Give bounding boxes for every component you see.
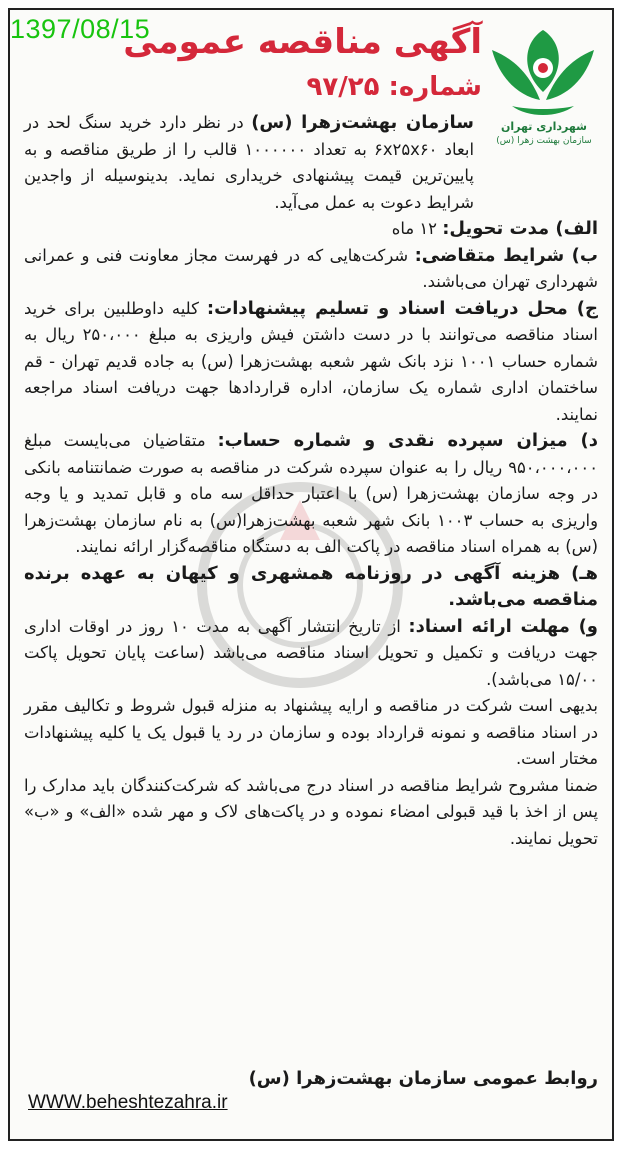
section-vav <box>24 614 598 694</box>
section-alef <box>24 216 598 243</box>
section-vav-text: از تاریخ انتشار آگهی به مدت ۱۰ روز در اوقات اداری جهت دریافت و تکمیل و تحویل اسناد مناقصه می‌باشد (ساعت پایان تحویل پاکت ۱۵/۰۰ می‌باشد). <box>24 616 598 689</box>
section-be <box>24 243 598 296</box>
section-dal-text: متقاضیان می‌بایست مبلغ ۹۵۰،۰۰۰،۰۰۰ ریال را به عنوان سپرده شرکت در مناقصه به صورت ضمانتنامه بانکی در وجه سازمان بهشت‌زهرا (س) با اعتبار حداقل سه ماه و قابل تمدید و یا وجه واریزی به حساب ۱۰۰۳ بانک شهر شعبه بهشت‌زهرا(س) به نام سازمان بهشت‌زهرا (س) به همراه اسناد مناقصه در پاکت الف به دستگاه مناقصه‌گزار ارائه نمایند. <box>24 431 598 556</box>
section-dal-heading: د) میزان سپرده نقدی و شماره حساب: <box>217 430 598 451</box>
section-jim <box>24 296 598 429</box>
section-alef-text: ۱۲ ماه <box>391 219 437 238</box>
section-dal <box>24 428 598 561</box>
section-be-heading: ب) شرایط متقاضی: <box>414 244 598 266</box>
leaves-emblem-icon <box>484 22 602 122</box>
notice-title: آگهی مناقصه عمومی <box>123 22 482 62</box>
section-alef-heading: الف) مدت تحویل: <box>442 218 598 239</box>
logo-subtitle: سازمان بهشت زهرا (س) <box>496 136 592 146</box>
intro-paragraph <box>24 110 474 216</box>
section-jim-heading: ج) محل دریافت اسناد و تسلیم پیشنهادات: <box>206 297 598 319</box>
signature: روابط عمومی سازمان بهشت‌زهرا (س) <box>248 1068 598 1089</box>
intro-text: در نظر دارد خرید سنگ لحد در ابعاد ۶x۲۵x۶۰ به تعداد ۱۰۰۰۰۰۰ قالب را از طریق مناقصه و به پایین‌ترین قیمت پیشنهادی خریداری نماید. بدینوسیله از واجدین شرایط دعوت به عمل می‌آید. <box>24 113 474 212</box>
section-he: هـ) هزینه آگهی در روزنامه همشهری و کیهان به عهده برنده مناقصه می‌باشد. <box>24 562 598 610</box>
website-link[interactable]: WWW.beheshtezahra.ir <box>28 1092 228 1113</box>
note-paragraph-2: ضمنا مشروح شرایط مناقصه در اسناد درج می‌باشد که شرکت‌کنندگان باید مدارک را پس از اخذ با قید قبولی امضاء نموده و در پاکت‌های لاک و مهر شده «الف» و «ب» تحویل نمایند. <box>24 775 598 848</box>
section-vav-heading: و) مهلت ارائه اسناد: <box>408 615 598 637</box>
date-stamp: 1397/08/15 <box>10 14 151 44</box>
section-be-text: شرکت‌هایی که در فهرست مجاز معاونت فنی و عمرانی شهرداری تهران می‌باشند. <box>24 245 598 291</box>
logo-name: شهرداری تهران <box>501 120 587 133</box>
section-jim-text: کلیه داوطلبین برای خرید اسناد مناقصه می‌توانند با در دست داشتن فیش واریزی به مبلغ ۲۵۰،۰۰۰ ریال به شماره حساب ۱۰۰۱ نزد بانک شهر شعبه بهشت‌زهرا (س) به جاده قدیم تهران - قم ساختمان اداری شماره یک سازمان، اداره قراردادها جهت دریافت اسناد مراجعه نمایند. <box>24 298 598 424</box>
notice-number: شماره: ۹۷/۲۵ <box>306 72 482 102</box>
notice-body <box>24 110 598 852</box>
note-paragraph-1: بدیهی است شرکت در مناقصه و ارایه پیشنهاد به منزله قبول شروط و تکالیف مقرر در اسناد مناقصه و نمونه قرارداد بوده و سازمان در رد یا قبول یک یا کلیه پیشنهادات مختار است. <box>24 696 598 768</box>
organization-name: سازمان بهشت‌زهرا (س) <box>251 112 474 133</box>
